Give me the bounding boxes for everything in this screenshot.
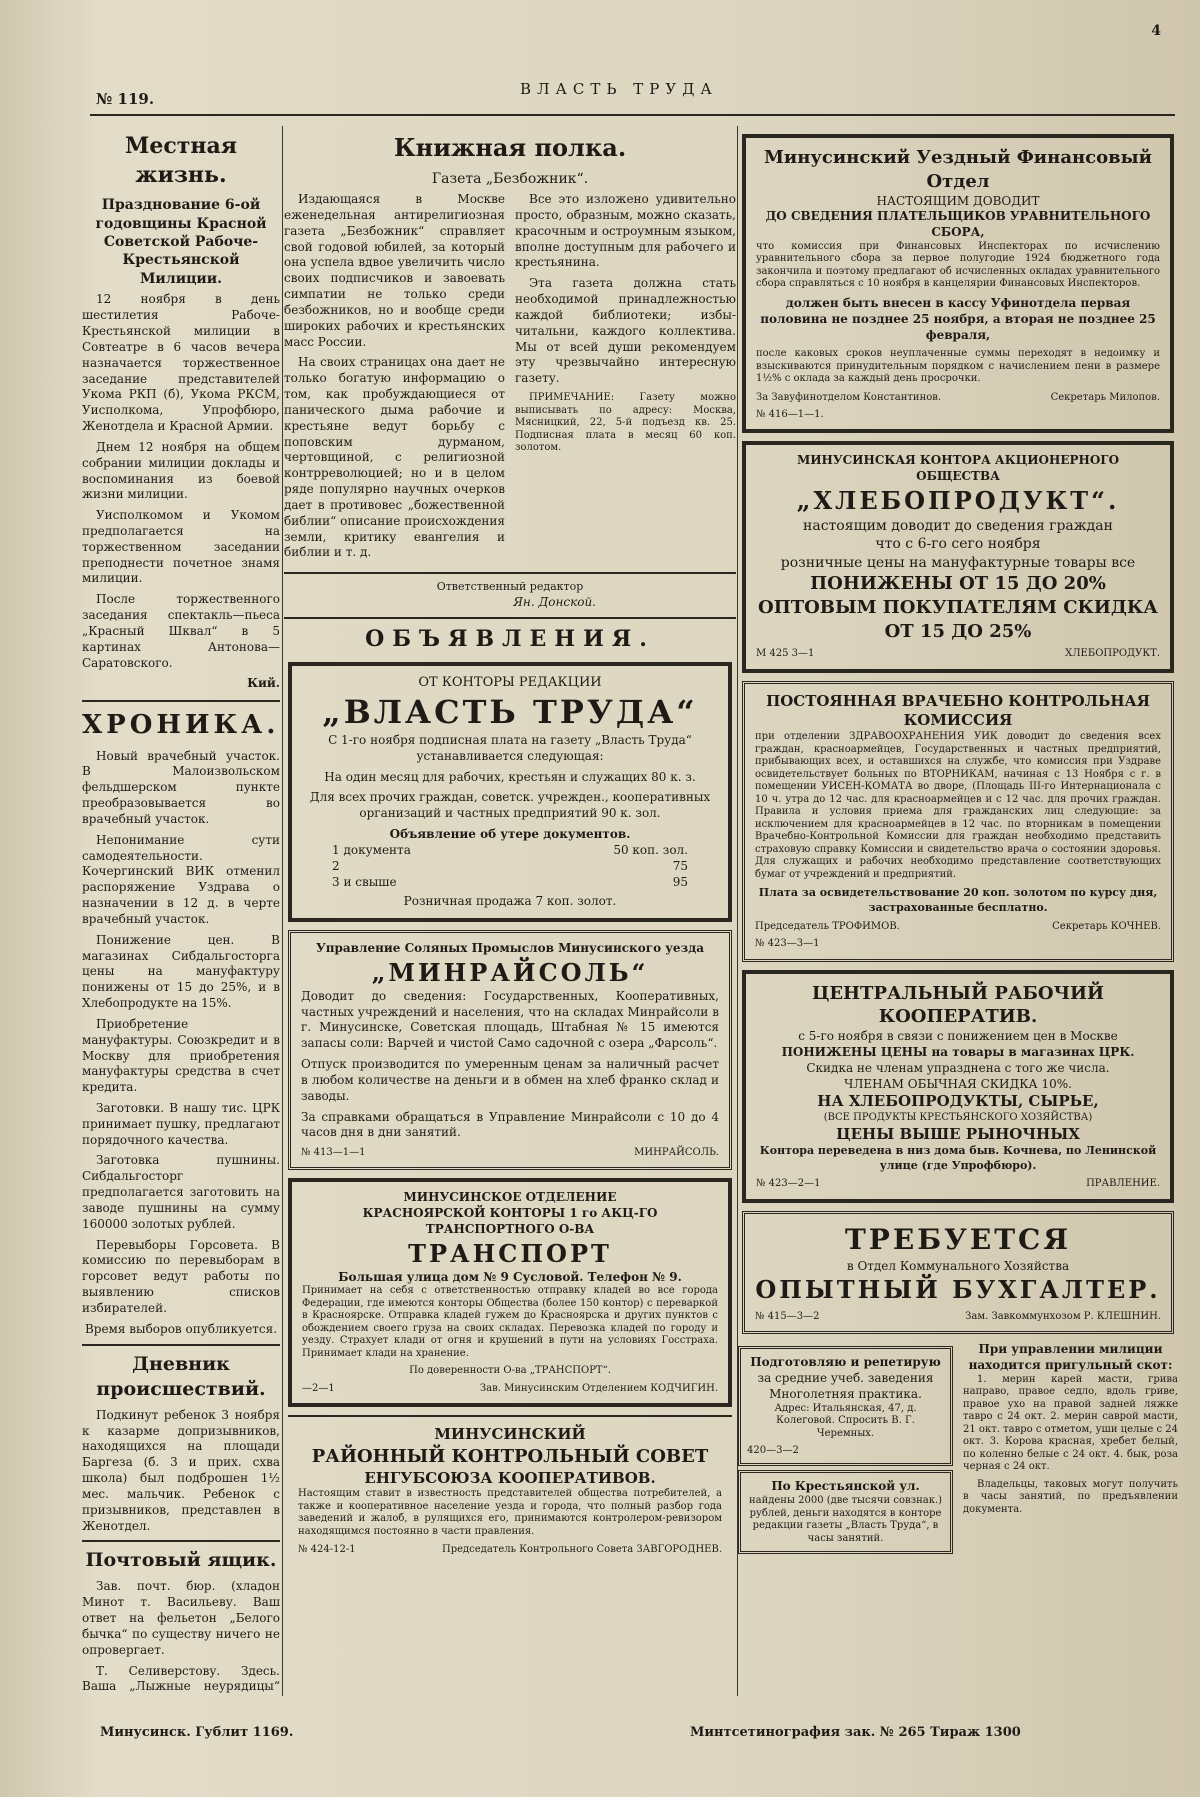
footer-printer: Минтсетинография зак. № 265 Тираж 1300 bbox=[690, 1725, 1021, 1740]
local-signature: Кий. bbox=[247, 676, 280, 691]
ad-vlast-price-2: Для всех прочих граждан, советск. учрежден., кооперативных организаций и частных предприятий 90 к. зол. bbox=[309, 790, 711, 821]
ad-coop-l2: ПОНИЖЕНЫ ЦЕНЫ на товары в магазинах ЦРК. bbox=[781, 1044, 1135, 1059]
ad-coop-footer bbox=[756, 1177, 1160, 1190]
issue-number: № 119. bbox=[96, 90, 155, 108]
ad-signature: Зав. Минусинским Отделением КОДЧИГИН. bbox=[479, 1382, 718, 1394]
ad-minraysol-p1: Доводит до сведения: Государственных, Кооперативных, частных учреждений и населения, что на складах Минрайсоли в г. Минусинске, Советская площадь, Штабная № 15 имеются запасы соли: Варчей и чистой Само садочной с озера „Фарсоль“. bbox=[301, 988, 719, 1051]
ad-transport-sign1: По доверенности О-ва „ТРАНСПОРТ“. bbox=[409, 1365, 611, 1377]
mailbox-heading: Почтовый ящик. bbox=[85, 1549, 277, 1572]
local-life-section bbox=[82, 132, 280, 692]
chronicle-item: Перевыборы Горсовета. В комиссию по перевыборам в горсовет ведут работы по выявлению списков избирателей. bbox=[82, 1237, 280, 1315]
ad-code: № 423—3—1 bbox=[755, 938, 820, 950]
chronicle-item: Понижение цен. В магазинах Сибдальгосторга цены на мануфактуру понижены от 15 до 25%, и в Хлебопродукте на 15%. bbox=[82, 932, 280, 1011]
book-note: ПРИМЕЧАНИЕ: Газету можно выписывать по адресу: Москва, Мясницкий, 22, 5-й подъезд кв. 25. Подписная плата в месяц 60 коп. золотом. bbox=[515, 392, 736, 454]
ad-hleb-l3: розничные цены на мануфактурные товары все bbox=[780, 554, 1136, 571]
book-paragraph: На своих страницах она дает не только богатую информацию о том, как пробуждающиеся от панического дыма рабочие и крестьяне ведут борьбу с поповским дурманом, чертовщиной, с религиозной контрреволюцией; но и в целом ряде популярно научных очерков дает в противовес „божественной библии“ описание происхождения земли, критику евангелия и библии и т. д. bbox=[284, 355, 505, 560]
ad-found-title: По Крестьянской ул. bbox=[771, 1479, 920, 1494]
masthead bbox=[90, 23, 1175, 116]
ad-fin-sub: НАСТОЯЩИМ ДОВОДИТ bbox=[876, 193, 1040, 208]
ad-vlast-title: „ВЛАСТЬ ТРУДА“ bbox=[322, 692, 698, 731]
ad-signature: Зам. Завкоммунхозом Р. КЛЕШНИН. bbox=[965, 1311, 1161, 1323]
ad-coop-l7: ЦЕНЫ ВЫШЕ РЫНОЧНЫХ bbox=[836, 1124, 1080, 1143]
price-row bbox=[302, 843, 718, 859]
ad-code: М 425 3—1 bbox=[756, 648, 815, 660]
ad-buh-word2: в Отдел Коммунального Хозяйства bbox=[846, 1258, 1070, 1273]
ad-code: —2—1 bbox=[302, 1382, 335, 1394]
ad-hleb-line1: МИНУСИНСКАЯ КОНТОРА АКЦИОНЕРНОГО ОБЩЕСТВА bbox=[796, 453, 1120, 484]
column-left bbox=[82, 126, 280, 1696]
ad-signature: Председатель Контрольного Совета ЗАВГОРОДНЕВ. bbox=[441, 1544, 722, 1556]
book-paragraph: Все это изложено удивительно просто, образным, можно сказать, красочным и остроумным языком, вполне доступным для рабочего и крестьянина. bbox=[515, 192, 736, 270]
book-paragraph: Издающаяся в Москве еженедельная антирелигиозная газета „Безбожник“ справляет свой годовой юбилей, за который она успела вдвое увеличить число своих подписчиков и завоевать симпатии не только среди безбожников, но и вообще среди широких рабочих и крестьянских масс России. bbox=[284, 192, 505, 349]
book-paragraph: Эта газета должна стать необходимой принадлежностью каждой библиотеки; избы-читальни, каждого коллектива. Мы от всей души рекомендуем эту чрезвычайно интересную газету. bbox=[515, 276, 736, 386]
ad-code: № 416—1—1. bbox=[756, 409, 824, 421]
ad-tutor-t2: за средние учеб. заведения bbox=[757, 1371, 934, 1386]
mailbox-section bbox=[82, 1548, 280, 1696]
mailbox-item: Зав. почт. бюр. (хладон Минот т. Васильеву. Ваш ответ на фельетон „Белого бычка“ по существу ничего не опровергает. bbox=[82, 1579, 280, 1657]
ad-fin-bold: должен быть внесен в кассу Уфинотдела первая половина не позднее 25 ноября, а вторая не позднее 25 февраля, bbox=[760, 295, 1156, 342]
incidents-section bbox=[82, 1352, 280, 1535]
ad-med-signs bbox=[755, 920, 1161, 933]
ad-central-coop bbox=[742, 970, 1174, 1203]
price-label: 2 bbox=[332, 858, 340, 873]
column-middle bbox=[284, 126, 736, 1696]
incidents-heading: Дневник происшествий. bbox=[96, 1352, 266, 1400]
ad-finance-dept bbox=[742, 134, 1174, 433]
book-shelf-heading: Книжная полка. bbox=[393, 133, 627, 162]
chronicle-item: Непонимание сути самодеятельности. Кочергинский ВИК отменил распоряжение Уздрава о назначении в 12 д. в черте врачебный участок. bbox=[82, 832, 280, 926]
book-shelf-body bbox=[284, 192, 736, 566]
ad-hleb-l1: настоящим доводит до сведения граждан bbox=[803, 517, 1113, 534]
ad-minraysol-title: „МИНРАЙСОЛЬ“ bbox=[371, 958, 649, 988]
footer-censor: Минусинск. Гублит 1169. bbox=[100, 1725, 294, 1740]
chronicle-item: Приобретение мануфактуры. Союзкредит и в Москву для приобретения мануфактуры средства в счет кредита. bbox=[82, 1016, 280, 1095]
ad-council-line2: РАЙОННЫЙ КОНТРОЛЬНЫЙ СОВЕТ bbox=[311, 1445, 709, 1467]
local-paragraph: Уисполкомом и Укомом предполагается на торжественном заседании преподнести почетное знамя милиции. bbox=[82, 508, 280, 586]
ad-fin-signs bbox=[756, 391, 1160, 404]
divider bbox=[82, 700, 280, 702]
price-value: 75 bbox=[672, 858, 688, 873]
ad-transport-line2: КРАСНОЯРСКОЙ КОНТОРЫ 1 го АКЦ-ГО ТРАНСПОРТНОГО О-ВА bbox=[362, 1206, 658, 1237]
ad-police-body: 1. мерин карей масти, грива направо, правое седло, вдоль гриве, правое ухо на правой задней ляжке тавро с 24 окт. 2. мерин саврой масти, 21 окт. тавро с отметом, уши целые с 24 окт. 3. Корова красная, хребет белый, по коленно белые с 24 окт. 4. бык, роза черная с 24 окт. bbox=[963, 1373, 1178, 1473]
ads-heading: ОБЪЯВЛЕНИЯ. bbox=[365, 625, 655, 652]
ad-hleb-l4: ПОНИЖЕНЫ ОТ 15 ДО 20% bbox=[810, 573, 1106, 595]
divider bbox=[82, 1540, 280, 1542]
ad-signature: ХЛЕБОПРОДУКТ. bbox=[1065, 648, 1160, 660]
paper-title: ВЛАСТЬ ТРУДА bbox=[520, 80, 718, 98]
ad-vlast-truda bbox=[288, 662, 732, 923]
ad-signature: Секретарь КОЧНЕВ. bbox=[1052, 921, 1161, 933]
local-paragraph: 12 ноября в день шестилетия Рабоче-Крестьянской милиции в Совтеатре в 6 часов вечера назначается торжественное заседание представителей Укома РКП (б), Укома РКСМ, Уисполкома, Упрофбюро, Женотдела и Красной Армии. bbox=[82, 292, 280, 434]
book-shelf-section bbox=[284, 132, 736, 619]
chronicle-heading: ХРОНИКА. bbox=[82, 710, 280, 741]
ad-coop-l5: НА ХЛЕБОПРОДУКТЫ, СЫРЬЕ, bbox=[817, 1092, 1099, 1111]
ad-transport bbox=[288, 1178, 732, 1407]
ad-tutor bbox=[738, 1346, 953, 1466]
editor-name: Ян. Донской. bbox=[513, 594, 596, 609]
chronicle-item: Заготовка пушнины. Сибдальгосторг предполагается заготовить на заводе пушнины на сумму 160000 золотых рублей. bbox=[82, 1153, 280, 1231]
ad-tutor-addr: Адрес: Итальянская, 47, д. Колеговой. Спросить В. Г. Черемных. bbox=[774, 1402, 917, 1439]
ad-med-title: ПОСТОЯННАЯ ВРАЧЕБНО КОНТРОЛЬНАЯ КОМИССИЯ bbox=[766, 691, 1150, 730]
ad-coop-l6: (ВСЕ ПРОДУКТЫ КРЕСТЬЯНСКОГО ХОЗЯЙСТВА) bbox=[823, 1112, 1093, 1124]
local-paragraph: После торжественного заседания спектакль—пьеса „Красный Шквал“ в 5 картинах Антонова—Саратовского. bbox=[82, 592, 280, 670]
ad-minraysol-p2: Отпуск производится по умеренным ценам за наличный расчет в любом количестве на деньги и в обмен на хлеб франко склад и заводы. bbox=[301, 1057, 719, 1103]
price-value: 95 bbox=[672, 874, 688, 889]
ad-med-body: при отделении ЗДРАВООХРАНЕНИЯ УИК доводит до сведения всех граждан, красноармейцев, Государственных и частных предприятий, прибывающих всех, и оставшихся на службе, что комиссия при Уздраве освидетельствует больных по ВТОРНИКАМ, начиная с 13 Ноября с г. в помещении УИСЕН-КОМАТА во дворе, (Площадь III-го Интернационала с 10 ч. утра до 12 час. для красноармейцев и с 12 час. для прочих граждан. Правила и условия приема для гражданских лиц следующие: за исключением для красноармейцев в 12 час. по вторникам в помещении Врачебно-Контрольной Комиссии для граждан необходимо представить страховую справку Комиссии и свидетельство врача о состоянии здоровья. Для служащих и рабочих необходимо представление соответствующих бумаг от учреждений и предприятий. bbox=[755, 731, 1161, 880]
ad-fin-body2: после каковых сроков неуплаченные суммы переходят в недоимку и взыскиваются принудительным порядком с начислением пени в размере 1½% с оклада за каждый день просрочки. bbox=[756, 348, 1160, 385]
ad-accountant bbox=[742, 1211, 1174, 1335]
ad-minraysol-footer bbox=[301, 1146, 719, 1159]
ad-control-council bbox=[288, 1415, 732, 1565]
ad-vlast-retail: Розничная продажа 7 коп. золот. bbox=[403, 894, 617, 909]
small-ads-row bbox=[738, 1342, 1178, 1558]
ad-fin-body: что комиссия при Финансовых Инспекторах по исчислению уравнительного сбора за первое полугодие 1924 бюджетного года закончила и поэтому предлагают об исчисленных окладах уравнительного сбора справляться с 10 ноября в канцелярии Финансовых Инспекторов. bbox=[756, 240, 1160, 290]
ad-hleb-l2: что с 6-го сего ноября bbox=[875, 536, 1041, 553]
ad-minraysol-p3: За справками обращаться в Управление Минрайсоли с 10 до 4 часов дня в дни занятий. bbox=[301, 1109, 719, 1140]
ad-signature: ПРАВЛЕНИЕ. bbox=[1086, 1178, 1160, 1190]
ad-medical-commission bbox=[742, 681, 1174, 962]
ad-vlast-intro: С 1-го ноября подписная плата на газету „Власть Труда“ устанавливается следующая: bbox=[328, 732, 692, 763]
ad-tutor-t1: Подготовляю и репетирую bbox=[750, 1355, 941, 1370]
price-label: 3 и свыше bbox=[332, 874, 397, 889]
ad-buh-footer bbox=[755, 1310, 1161, 1323]
chronicle-section bbox=[82, 708, 280, 1337]
ad-signature: Секретарь Милопов. bbox=[1050, 391, 1160, 403]
ad-med-fee: Плата за освидетельствование 20 коп. золотом по курсу дня, застрахованные бесплатно. bbox=[758, 886, 1158, 914]
incidents-text: Подкинут ребенок 3 ноября к казарме допризывников, находящихся на площади Баргеза (б. 3 и прих. схва школа) был подброшен 1½ мес. мальчик. Ребенок с призывников, представлен в Женотдел. bbox=[82, 1407, 280, 1533]
ad-code: № 413—1—1 bbox=[301, 1147, 366, 1159]
ad-transport-line1: МИНУСИНСКОЕ ОТДЕЛЕНИЕ bbox=[403, 1190, 617, 1205]
chronicle-closing: Время выборов опубликуется. bbox=[84, 1321, 278, 1336]
ad-council-line3: ЕНГУБСОЮЗА КООПЕРАТИВОВ. bbox=[364, 1468, 656, 1487]
column-rule-1 bbox=[282, 126, 283, 1696]
page-number: 4 bbox=[1151, 23, 1161, 39]
ad-code: 420—3—2 bbox=[747, 1445, 799, 1457]
ad-transport-address: Большая улица дом № 9 Сусловой. Телефон № 9. bbox=[338, 1269, 682, 1284]
ad-council-line1: МИНУСИНСКИЙ bbox=[434, 1425, 586, 1444]
ad-fin-sub2: ДО СВЕДЕНИЯ ПЛАТЕЛЬЩИКОВ УРАВНИТЕЛЬНОГО СБОРА, bbox=[765, 209, 1151, 240]
mailbox-item: Т. Селиверстову. Здесь. Ваша „Лыжные неурядицы“ bbox=[82, 1663, 280, 1694]
ad-minraysol bbox=[288, 930, 732, 1170]
ad-vlast-price-1: На один месяц для рабочих, крестьян и служащих 80 к. з. bbox=[324, 769, 696, 784]
ad-coop-l1: с 5-го ноября в связи с понижением цен в Москве bbox=[798, 1029, 1118, 1044]
ad-code: № 424-12-1 bbox=[298, 1544, 356, 1556]
ad-council-footer bbox=[298, 1543, 722, 1556]
local-life-subheading: Празднование 6-ой годовщины Красной Советской Рабоче-Крестьянской Милиции. bbox=[95, 197, 267, 287]
ad-code: № 415—3—2 bbox=[755, 1311, 820, 1323]
price-row bbox=[302, 859, 718, 875]
column-right bbox=[738, 126, 1178, 1696]
divider bbox=[82, 1344, 280, 1346]
ad-hleb-l5: ОПТОВЫМ ПОКУПАТЕЛЯМ СКИДКА ОТ 15 ДО 25% bbox=[758, 596, 1158, 642]
ad-coop-l8: Контора переведена в низ дома быв. Кочнева, по Ленинской улице (где Упрофбюро). bbox=[759, 1144, 1157, 1172]
ad-coop-l4: ЧЛЕНАМ ОБЫЧНАЯ СКИДКА 10%. bbox=[844, 1076, 1072, 1091]
book-shelf-subheading: Газета „Безбожник“. bbox=[431, 170, 589, 187]
chronicle-item: Заготовки. В нашу тис. ЦРК принимает пушку, предлагают порядочного качества. bbox=[82, 1100, 280, 1147]
price-label: 1 документа bbox=[332, 842, 411, 857]
ad-hleb-footer bbox=[756, 647, 1160, 660]
ad-vlast-from: ОТ КОНТОРЫ РЕДАКЦИИ bbox=[418, 674, 602, 690]
ad-coop-l3: Скидка не членам упразднена с того же числа. bbox=[806, 1060, 1110, 1075]
price-row bbox=[302, 875, 718, 891]
divider bbox=[284, 617, 736, 619]
ad-transport-footer bbox=[302, 1382, 718, 1395]
price-value: 50 коп. зол. bbox=[613, 842, 688, 857]
ad-signature: МИНРАЙСОЛЬ. bbox=[634, 1147, 719, 1159]
ad-council-body: Настоящим ставит в известность представителей общества потребителей, а также и кооперативное население уезда и города, что полный разбор года заведений и жалоб, в рулящихся его, принимаются контролером-ревизором находящимся постоянно в части правления. bbox=[298, 1488, 722, 1537]
ad-coop-title: ЦЕНТРАЛЬНЫЙ РАБОЧИЙ КООПЕРАТИВ. bbox=[811, 982, 1105, 1028]
ad-police-title: При управлении милиции находится пригульный скот: bbox=[968, 1342, 1173, 1373]
ad-tutor-t3: Многолетняя практика. bbox=[769, 1386, 922, 1401]
ad-transport-body: Принимает на себя с ответственностью отправку кладей во все города Федерации, где имеются конторы Общества (более 150 контор) с переваркой в Красноярске. Отправка кладей гужем до Красноярска и других пунктов с обождением своего груза на своих складах. Перевозка кладей по городу и уезду. Страхует клади от огня и крушений в пути на условиях Госстраха. Принимает клади на хранение. bbox=[302, 1285, 718, 1359]
chronicle-item: Новый врачебный участок. В Малоизвольском фельдшерском пункте преобразовывается во врачебный участок. bbox=[82, 748, 280, 826]
ad-police-note: Владельцы, таковых могут получить в часы занятий, по предъявлении документа. bbox=[963, 1478, 1178, 1515]
ad-khleboprodukt bbox=[742, 441, 1174, 672]
editor-label: Ответственный редактор bbox=[436, 580, 584, 594]
ad-transport-title: ТРАНСПОРТ bbox=[408, 1238, 612, 1268]
divider bbox=[284, 572, 736, 574]
ad-buh-word3: ОПЫТНЫЙ БУХГАЛТЕР. bbox=[755, 1275, 1161, 1305]
ad-found-body: найдены 2000 (две тысячи совзнак.) рублей, деньги находятся в конторе редакции газеты „Власть Труда“, в часы занятий. bbox=[748, 1495, 943, 1544]
ad-signature: За Завуфинотделом Константинов. bbox=[756, 391, 942, 403]
local-life-heading: Местная жизнь. bbox=[125, 133, 237, 189]
ad-fin-title: Минусинский Уездный Финансовый Отдел bbox=[763, 147, 1153, 192]
ad-signature: Председатель ТРОФИМОВ. bbox=[755, 921, 900, 933]
ad-code: № 423—2—1 bbox=[756, 1178, 821, 1190]
ad-hleb-title: „ХЛЕБОПРОДУКТ“. bbox=[796, 486, 1120, 515]
ad-vlast-lost-heading: Объявление об утере документов. bbox=[389, 827, 631, 842]
ad-minraysol-org: Управление Соляных Промыслов Минусинского уезда bbox=[315, 941, 704, 956]
ad-buh-word1: ТРЕБУЕТСЯ bbox=[844, 1222, 1072, 1256]
local-paragraph: Днем 12 ноября на общем собрании милиции доклады и воспоминания из боевой жизни милиции. bbox=[82, 439, 280, 502]
ad-found-money bbox=[738, 1470, 953, 1554]
